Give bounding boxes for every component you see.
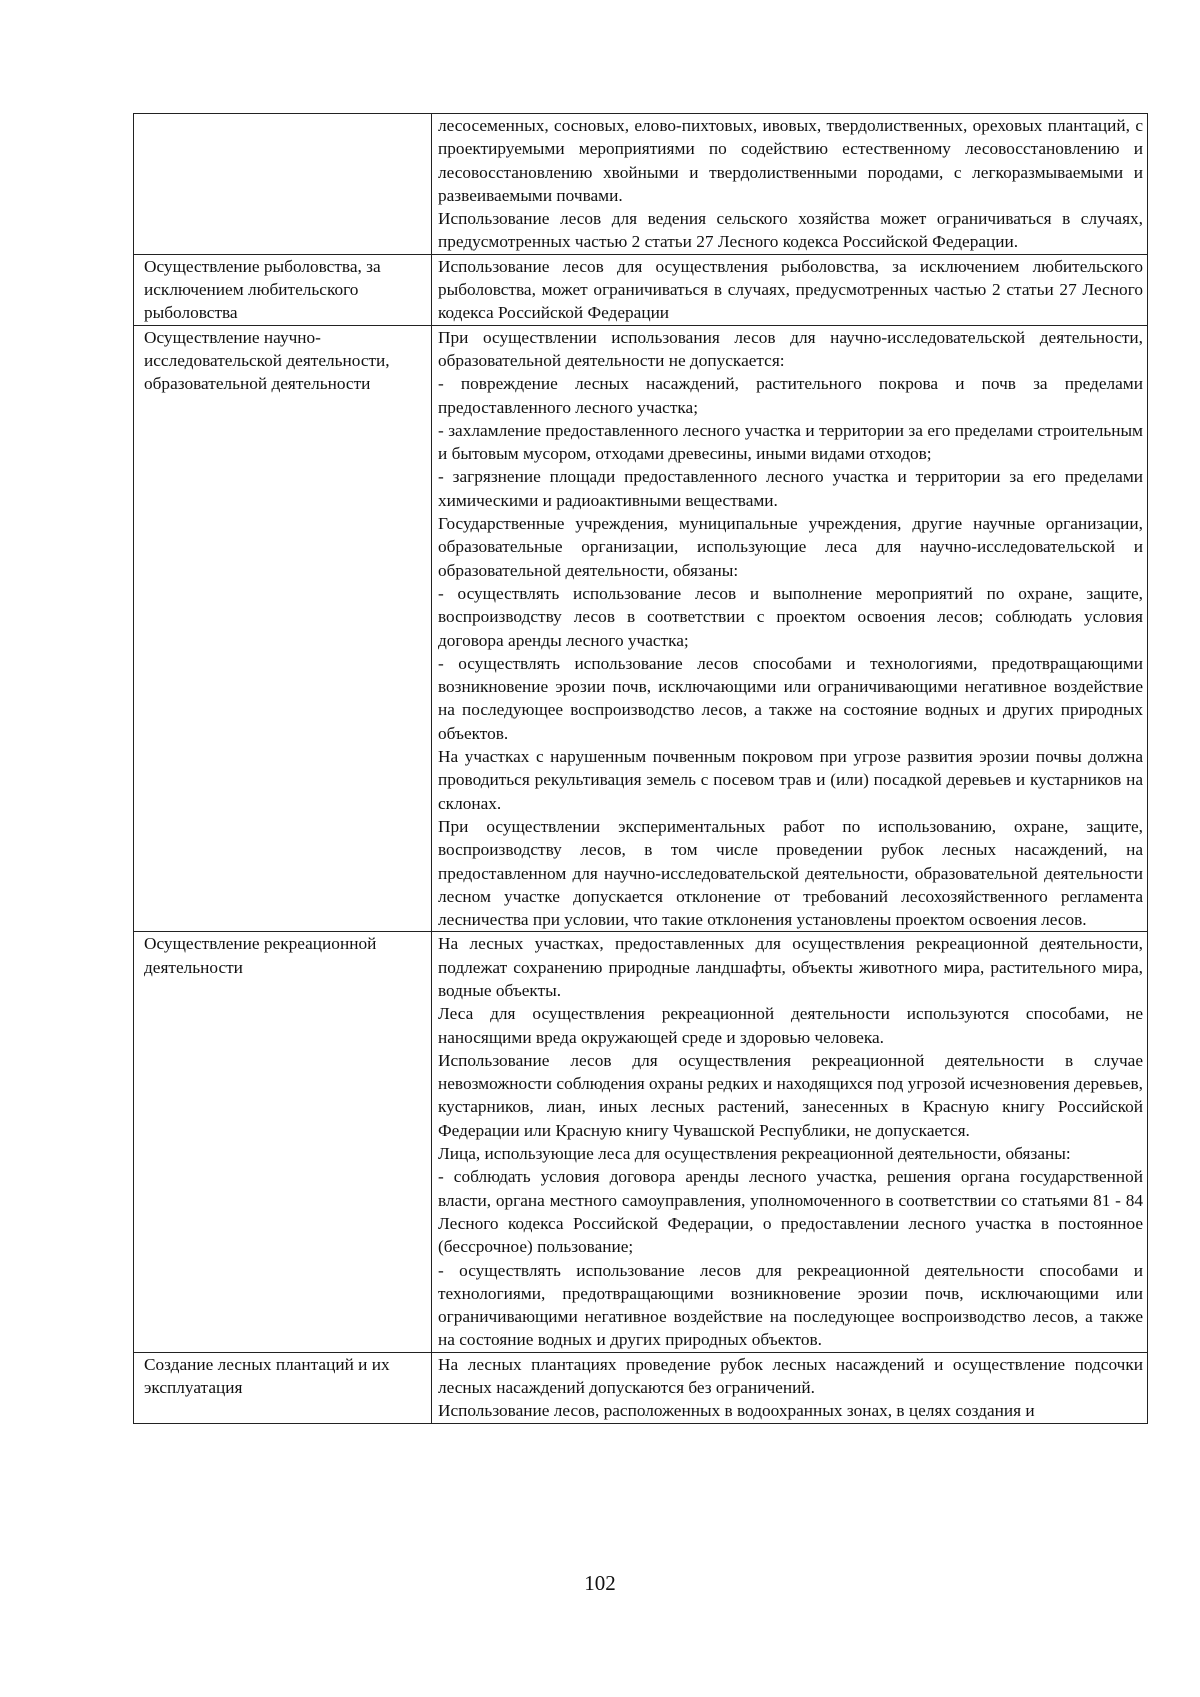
paragraph: Использование лесов для осуществления рыболовства, за исключением любительского рыболовства, может ограничиваться в случаях, предусмотренных частью 2 статьи 27 Лесного кодекса Российской Федерации	[438, 256, 1143, 323]
paragraph: На лесных участках, предоставленных для осуществления рекреационной деятельности, подлежат сохранению природные ландшафты, объекты животного мира, растительного мира, водные объекты.	[438, 934, 1143, 1000]
paragraph: - повреждение лесных насаждений, растительного покрова и почв за пределами предоставленного лесного участка;	[438, 374, 1143, 417]
paragraph: Использование лесов, расположенных в водоохранных зонах, в целях создания и	[438, 1401, 1035, 1421]
regulation-table	[133, 113, 1148, 1424]
paragraph: - осуществлять использование лесов способами и технологиями, предотвращающими возникновение эрозии почв, исключающими или ограничивающими негативное воздействие на последующее воспроизводство лесов, а также на состояние водных и других природных объектов.	[438, 653, 1143, 743]
paragraph: При осуществлении экспериментальных работ по использованию, охране, защите, воспроизводству лесов, в том числе проведении рубок лесных насаждений, на предоставленном для научно-исследовательской деятельности, образовательной деятельности лесном участке допускается отклонение от требований лесохозяйственного регламента лесничества при условии, что такие отклонения установлены проектом освоения лесов.	[438, 816, 1143, 930]
paragraph: лесосеменных, сосновых, елово-пихтовых, ивовых, твердолиственных, ореховых плантаций, с проектируемыми мероприятиями по содействию естественному лесовосстановлению и лесовосстановлению хвойными и твердолиственными породами, с легкоразмываемыми и развеиваемыми почвами.	[438, 116, 1143, 205]
paragraph: - захламление предоставленного лесного участка и территории за его пределами строительным и бытовым мусором, отходами древесины, иными видами отходов;	[438, 420, 1143, 464]
table-row	[134, 254, 1148, 325]
page-number: 102	[584, 1571, 616, 1595]
table-row	[134, 325, 1148, 932]
activity-cell	[134, 114, 432, 255]
requirements-cell	[432, 254, 1148, 325]
paragraph: Использование лесов для ведения сельского хозяйства может ограничиваться в случаях, предусмотренных частью 2 статьи 27 Лесного кодекса Российской Федерации.	[438, 209, 1143, 252]
activity-cell: Создание лесных плантаций и их эксплуатация	[134, 1352, 432, 1423]
requirements-cell	[432, 1352, 1148, 1423]
activity-cell: Осуществление рекреационной деятельности	[134, 932, 432, 1352]
table-row	[134, 1352, 1148, 1423]
activity-cell: Осуществление рыболовства, за исключением любительского рыболовства	[134, 254, 432, 325]
paragraph: Использование лесов для осуществления рекреационной деятельности в случае невозможности соблюдения охраны редких и находящихся под угрозой исчезновения деревьев, кустарников, лиан, иных лесных растений, занесенных в Красную книгу Российской Федерации или Красную книгу Чувашской Республики, не допускается.	[438, 1050, 1143, 1140]
activity-cell: Осуществление научно-исследовательской деятельности, образовательной деятельности	[134, 325, 432, 932]
paragraph: - загрязнение площади предоставленного лесного участка и территории за его пределами химическими и радиоактивными веществами.	[438, 467, 1143, 510]
paragraph: - осуществлять использование лесов для рекреационной деятельности способами и технологиями, предотвращающими возникновение эрозии почв, исключающими или ограничивающими негативное воздействие на последующее воспроизводство лесов, а также на состояние водных и других природных объектов.	[438, 1260, 1143, 1350]
requirements-cell	[432, 325, 1148, 932]
table-row	[134, 932, 1148, 1352]
paragraph: На участках с нарушенным почвенным покровом при угрозе развития эрозии почвы должна проводиться рекультивация земель с посевом трав и (или) посадкой деревьев и кустарников на склонах.	[438, 747, 1143, 813]
table-row	[134, 114, 1148, 255]
paragraph: Лица, использующие леса для осуществления рекреационной деятельности, обязаны:	[438, 1144, 1071, 1164]
paragraph: Леса для осуществления рекреационной деятельности используются способами, не наносящими вреда окружающей среде и здоровью человека.	[438, 1004, 1143, 1047]
requirements-cell	[432, 114, 1148, 255]
paragraph: На лесных плантациях проведение рубок лесных насаждений и осуществление подсочки лесных насаждений допускаются без ограничений.	[438, 1354, 1143, 1398]
paragraph: Государственные учреждения, муниципальные учреждения, другие научные организации, образовательные организации, использующие леса для научно-исследовательской и образовательной деятельности, обязаны:	[438, 514, 1143, 580]
paragraph: - осуществлять использование лесов и выполнение мероприятий по охране, защите, воспроизводству лесов в соответствии с проектом освоения лесов; соблюдать условия договора аренды лесного участка;	[438, 583, 1143, 650]
requirements-cell	[432, 932, 1148, 1352]
paragraph: При осуществлении использования лесов для научно-исследовательской деятельности, образовательной деятельности не допускается:	[438, 327, 1143, 370]
paragraph: - соблюдать условия договора аренды лесного участка, решения органа государственной власти, органа местного самоуправления, уполномоченного в соответствии со статьями 81 - 84 Лесного кодекса Российской Федерации, о предоставлении лесного участка в постоянное (бессрочное) пользование;	[438, 1167, 1143, 1257]
